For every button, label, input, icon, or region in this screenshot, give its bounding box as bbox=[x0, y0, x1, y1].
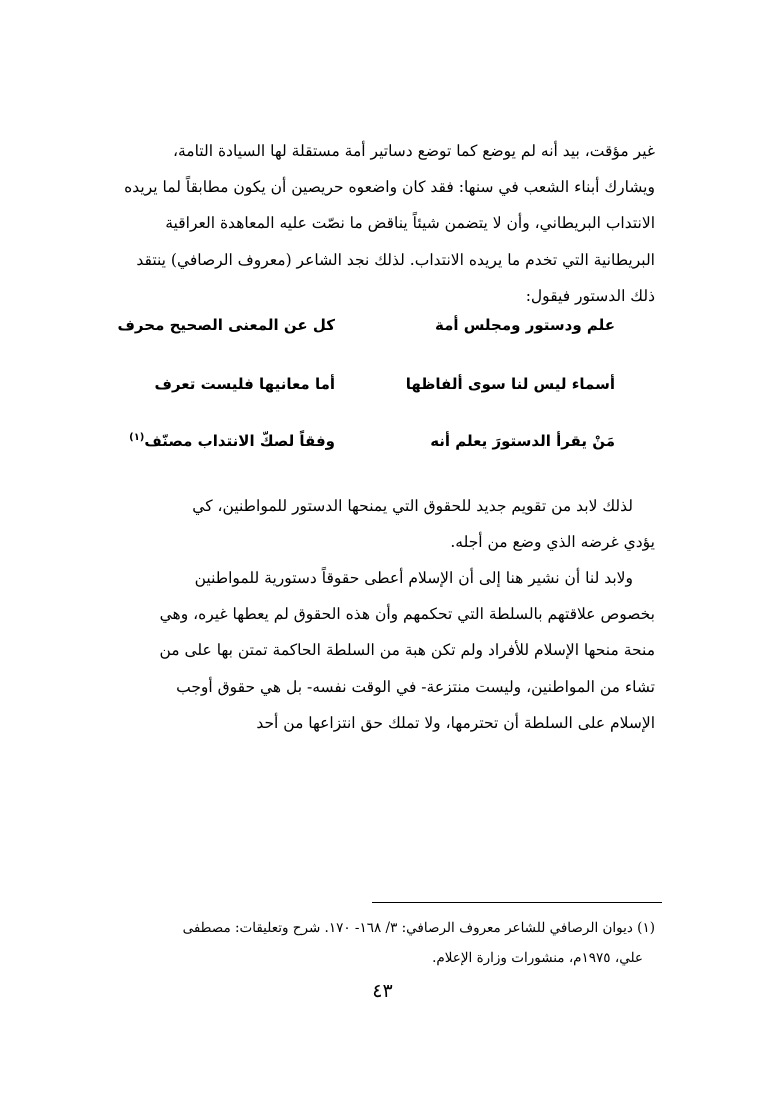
paragraph-intro bbox=[105, 133, 655, 314]
poem-verse-3-second-hemistich bbox=[129, 432, 335, 450]
verse-text: وفقاً لصكّ الانتداب مصنّف bbox=[144, 432, 335, 450]
footnote-line: (١) ديوان الرصافي للشاعر معروف الرصافي: ٣/ ١٦٨- ١٧٠. شرح وتعليقات: مصطفى bbox=[182, 920, 655, 936]
footnote bbox=[105, 913, 655, 973]
poem-verse-1-second-hemistich: كل عن المعنى الصحيح محرف bbox=[117, 316, 335, 334]
text-line: منحة منحها الإسلام للأفراد ولم تكن هبة من السلطة الحاكمة تمتن بها على من bbox=[159, 641, 655, 660]
paragraph-third bbox=[105, 560, 655, 741]
text-line: ولابد لنا أن نشير هنا إلى أن الإسلام أعطى حقوقاً دستورية للمواطنين bbox=[194, 569, 633, 587]
text-line: ذلك الدستور فيقول: bbox=[525, 286, 655, 305]
poem-verse-2-first-hemistich: أسماء ليس لنا سوى ألفاظها bbox=[405, 375, 615, 393]
text-line: ويشارك أبناء الشعب في سنها: فقد كان واضعوه حريصين أن يكون مطابقاً لما يريده bbox=[124, 178, 655, 197]
text-line: البريطانية التي تخدم ما يريده الانتداب. لذلك نجد الشاعر (معروف الرصافي) ينتقد bbox=[136, 250, 655, 269]
poem-verse-3-first-hemistich: مَنْ يقرأ الدستورَ يعلم أنه bbox=[430, 432, 615, 450]
text-line: غير مؤقت، بيد أنه لم يوضع كما توضع دساتير أمة مستقلة لها السيادة التامة، bbox=[172, 142, 655, 160]
text-line: يؤدي غرضه الذي وضع من أجله. bbox=[450, 533, 655, 552]
footnote-line: علي، ١٩٧٥م، منشورات وزارة الإعلام. bbox=[432, 950, 643, 966]
footnote-reference: (١) bbox=[129, 432, 145, 443]
poem-verse-2-second-hemistich: أما معانيها فليست تعرف bbox=[154, 375, 335, 393]
text-line: الانتداب البريطاني، وأن لا يتضمن شيئاً يناقض ما نصّت عليه المعاهدة العراقية bbox=[165, 214, 655, 233]
text-line: تشاء من المواطنين، وليست منتزعة- في الوقت نفسه- بل هي حقوق أوجب bbox=[176, 677, 655, 696]
text-line: الإسلام على السلطة أن تحترمها، ولا تملك حق انتزاعها من أحد bbox=[256, 713, 655, 732]
text-line: لذلك لابد من تقويم جديد للحقوق التي يمنحها الدستور للمواطنين، كي bbox=[192, 497, 633, 515]
poem-verse-1-first-hemistich: علم ودستور ومجلس أمة bbox=[434, 316, 615, 334]
footnote-separator bbox=[372, 902, 662, 903]
paragraph-second bbox=[105, 488, 655, 560]
text-line: بخصوص علاقتهم بالسلطة التي تحكمهم وأن هذه الحقوق لم يعطها غيره، وهي bbox=[159, 605, 655, 624]
page-number: ٤٣ bbox=[372, 980, 393, 1002]
